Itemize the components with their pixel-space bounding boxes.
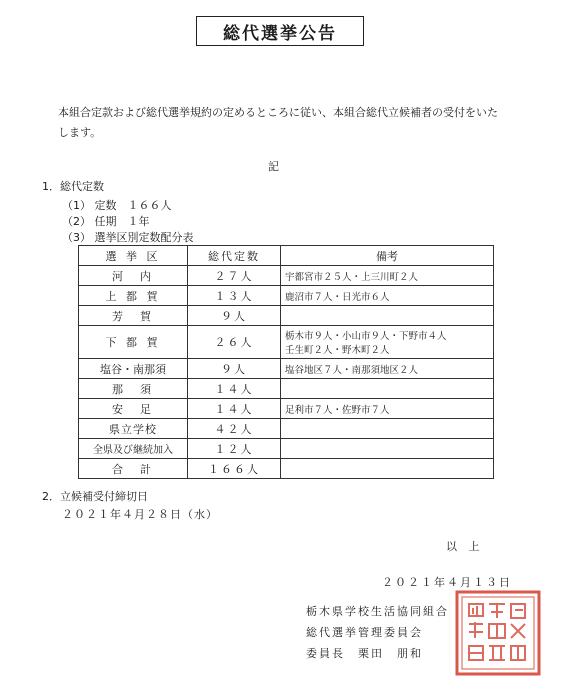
count-cell: ２７人 (188, 266, 281, 286)
signature-chair: 委員長 栗田 朋和 (306, 647, 423, 660)
table-row (79, 306, 494, 326)
note-line: 栃木市９人・小山市９人・下野市４人 (285, 331, 447, 342)
issue-date: ２０２１年４月１３日 (382, 576, 512, 589)
district-cell: 芳 賀 (79, 306, 188, 326)
count-cell: １２人 (188, 439, 281, 459)
district-cell: 那 須 (79, 379, 188, 399)
official-seal (453, 588, 543, 678)
closing-mark: 以 上 (446, 540, 484, 553)
section1-item-term: （2） 任期 １年 (62, 215, 150, 228)
section1-item-table-caption: （3） 選挙区別定数配分表 (62, 231, 194, 244)
note-cell: 足利市７人・佐野市７人 (281, 399, 494, 419)
signature-org: 栃木県学校生活協同組合 (306, 605, 449, 618)
ki-marker: 記 (268, 160, 279, 173)
table-row (79, 359, 494, 379)
count-cell: ９人 (188, 306, 281, 326)
district-cell: 全県及び継続加入 (79, 439, 188, 459)
district-cell: 河 内 (79, 266, 188, 286)
signature-committee: 総代選挙管理委員会 (306, 626, 423, 639)
note-line: 壬生町２人・野木町２人 (285, 345, 390, 356)
intro-paragraph: 本組合定款および総代選挙規約の定めるところに従い、本組合総代立候補者の受付をいたします。 (58, 106, 498, 139)
table-row (79, 439, 494, 459)
note-cell (281, 379, 494, 399)
district-cell: 下 都 賀 (79, 326, 188, 359)
table-row (79, 286, 494, 306)
section2-heading: 2．立候補受付締切日 (42, 490, 148, 503)
note-cell (281, 306, 494, 326)
district-cell: 県立学校 (79, 419, 188, 439)
note-cell (281, 459, 494, 479)
district-cell: 塩谷・南那須 (79, 359, 188, 379)
table-row (79, 419, 494, 439)
count-cell: １３人 (188, 286, 281, 306)
header-note: 備考 (281, 246, 494, 266)
count-cell: １４人 (188, 379, 281, 399)
count-cell: ４２人 (188, 419, 281, 439)
count-cell: ９人 (188, 359, 281, 379)
table-row (79, 399, 494, 419)
count-cell: １６６人 (188, 459, 281, 479)
note-cell (281, 419, 494, 439)
section1-heading: 1．総代定数 (42, 180, 104, 193)
page-title: 総代選挙公告 (196, 16, 364, 46)
note-cell: 塩谷地区７人・南那須地区２人 (281, 359, 494, 379)
table-total-row (79, 459, 494, 479)
header-count: 総代定数 (188, 246, 281, 266)
district-cell: 安 足 (79, 399, 188, 419)
note-cell: 宇都宮市２５人・上三川町２人 (281, 266, 494, 286)
note-cell: 鹿沼市７人・日光市６人 (281, 286, 494, 306)
district-cell: 上 都 賀 (79, 286, 188, 306)
count-cell: ２６人 (188, 326, 281, 359)
section1-item-quota: （1） 定数 １６６人 (62, 199, 172, 212)
table-header-row (79, 246, 494, 266)
district-cell: 合 計 (79, 459, 188, 479)
note-cell (281, 439, 494, 459)
note-cell (281, 326, 494, 359)
table-row (79, 266, 494, 286)
deadline-date: ２０２１年４月２８日（水） (62, 508, 218, 521)
count-cell: １４人 (188, 399, 281, 419)
seal-stamp-icon (453, 588, 543, 678)
allocation-table (78, 245, 494, 479)
table-row (79, 379, 494, 399)
header-district: 選 挙 区 (79, 246, 188, 266)
table-row (79, 326, 494, 359)
